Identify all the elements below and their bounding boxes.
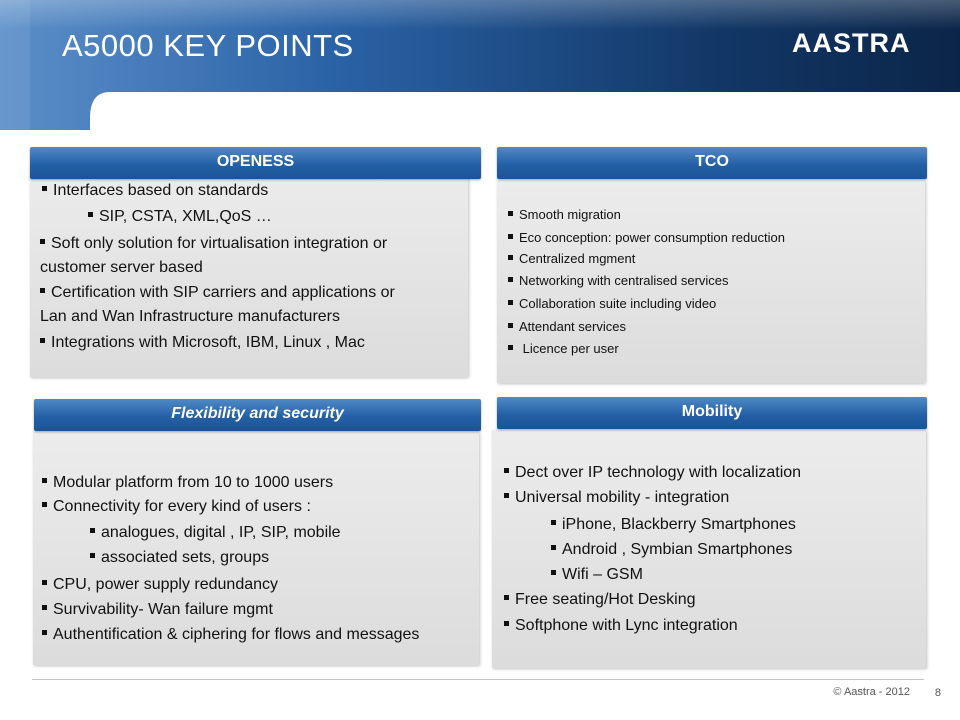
list-item: Android , Symbian Smartphones [551, 541, 792, 559]
flexibility-header: Flexibility and security [34, 399, 481, 431]
list-item: Softphone with Lync integration [504, 617, 738, 635]
bullet-icon [40, 338, 45, 343]
bullet-icon [504, 468, 509, 473]
bullet-icon [508, 323, 513, 328]
bullet-icon [42, 605, 47, 610]
bullet-icon [504, 493, 509, 498]
list-item: Authentification & ciphering for flows and messages [42, 626, 419, 644]
bullet-icon [40, 239, 45, 244]
bullet-icon [551, 520, 556, 525]
header-banner [0, 0, 960, 130]
list-item: analogues, digital , IP, SIP, mobile [90, 524, 341, 542]
list-item: Networking with centralised services [508, 273, 729, 288]
aastra-logo [792, 27, 942, 57]
list-item: Universal mobility - integration [504, 489, 729, 507]
bullet-icon [508, 234, 513, 239]
list-item: Interfaces based on standards [42, 182, 268, 200]
bullet-icon [508, 211, 513, 216]
page-number: 8 [934, 687, 941, 699]
footer-divider [32, 679, 924, 680]
list-item: Wifi – GSM [551, 566, 643, 584]
list-item: iPhone, Blackberry Smartphones [551, 516, 796, 534]
bullet-icon [90, 528, 95, 533]
list-item: Smooth migration [508, 207, 621, 222]
bullet-icon [508, 255, 513, 260]
list-item: Certification with SIP carriers and applications or [40, 284, 395, 302]
list-item: CPU, power supply redundancy [42, 576, 278, 594]
bullet-icon [504, 621, 509, 626]
list-item: Dect over IP technology with localization [504, 464, 801, 482]
copyright-text: © Aastra - 2012 [833, 686, 910, 698]
bullet-icon [40, 288, 45, 293]
bullet-icon [508, 277, 513, 282]
bullet-icon [90, 553, 95, 558]
list-item: Soft only solution for virtualisation integration or [40, 235, 387, 253]
bullet-icon [508, 300, 513, 305]
mobility-header: Mobility [497, 397, 927, 429]
tco-header: TCO [497, 147, 927, 179]
bullet-icon [42, 580, 47, 585]
list-item: Integrations with Microsoft, IBM, Linux , Mac [40, 334, 365, 352]
bullet-icon [42, 478, 47, 483]
list-item: Survivability- Wan failure mgmt [42, 601, 273, 619]
header-background [0, 0, 960, 130]
list-item: Lan and Wan Infrastructure manufacturers [40, 308, 340, 325]
bullet-icon [42, 630, 47, 635]
bullet-icon [551, 545, 556, 550]
list-item: associated sets, groups [90, 549, 269, 567]
slide-title: A5000 KEY POINTS [62, 28, 354, 63]
list-item: Licence per user [508, 341, 619, 356]
list-item: Collaboration suite including video [508, 296, 716, 311]
list-item: Modular platform from 10 to 1000 users [42, 474, 333, 492]
openess-header: OPENESS [30, 147, 481, 179]
bullet-icon [504, 595, 509, 600]
list-item: customer server based [40, 259, 203, 276]
list-item: Connectivity for every kind of users : [42, 498, 311, 516]
bullet-icon [88, 212, 93, 217]
svg-text:AASTRA: AASTRA [792, 28, 911, 57]
list-item: Free seating/Hot Desking [504, 591, 696, 609]
bullet-icon [42, 502, 47, 507]
list-item: Eco conception: power consumption reduction [508, 230, 785, 245]
list-item: Centralized mgment [508, 251, 635, 266]
list-item: Attendant services [508, 319, 626, 334]
bullet-icon [551, 570, 556, 575]
bullet-icon [508, 345, 513, 350]
bullet-icon [42, 186, 47, 191]
list-item: SIP, CSTA, XML,QoS … [88, 208, 272, 226]
